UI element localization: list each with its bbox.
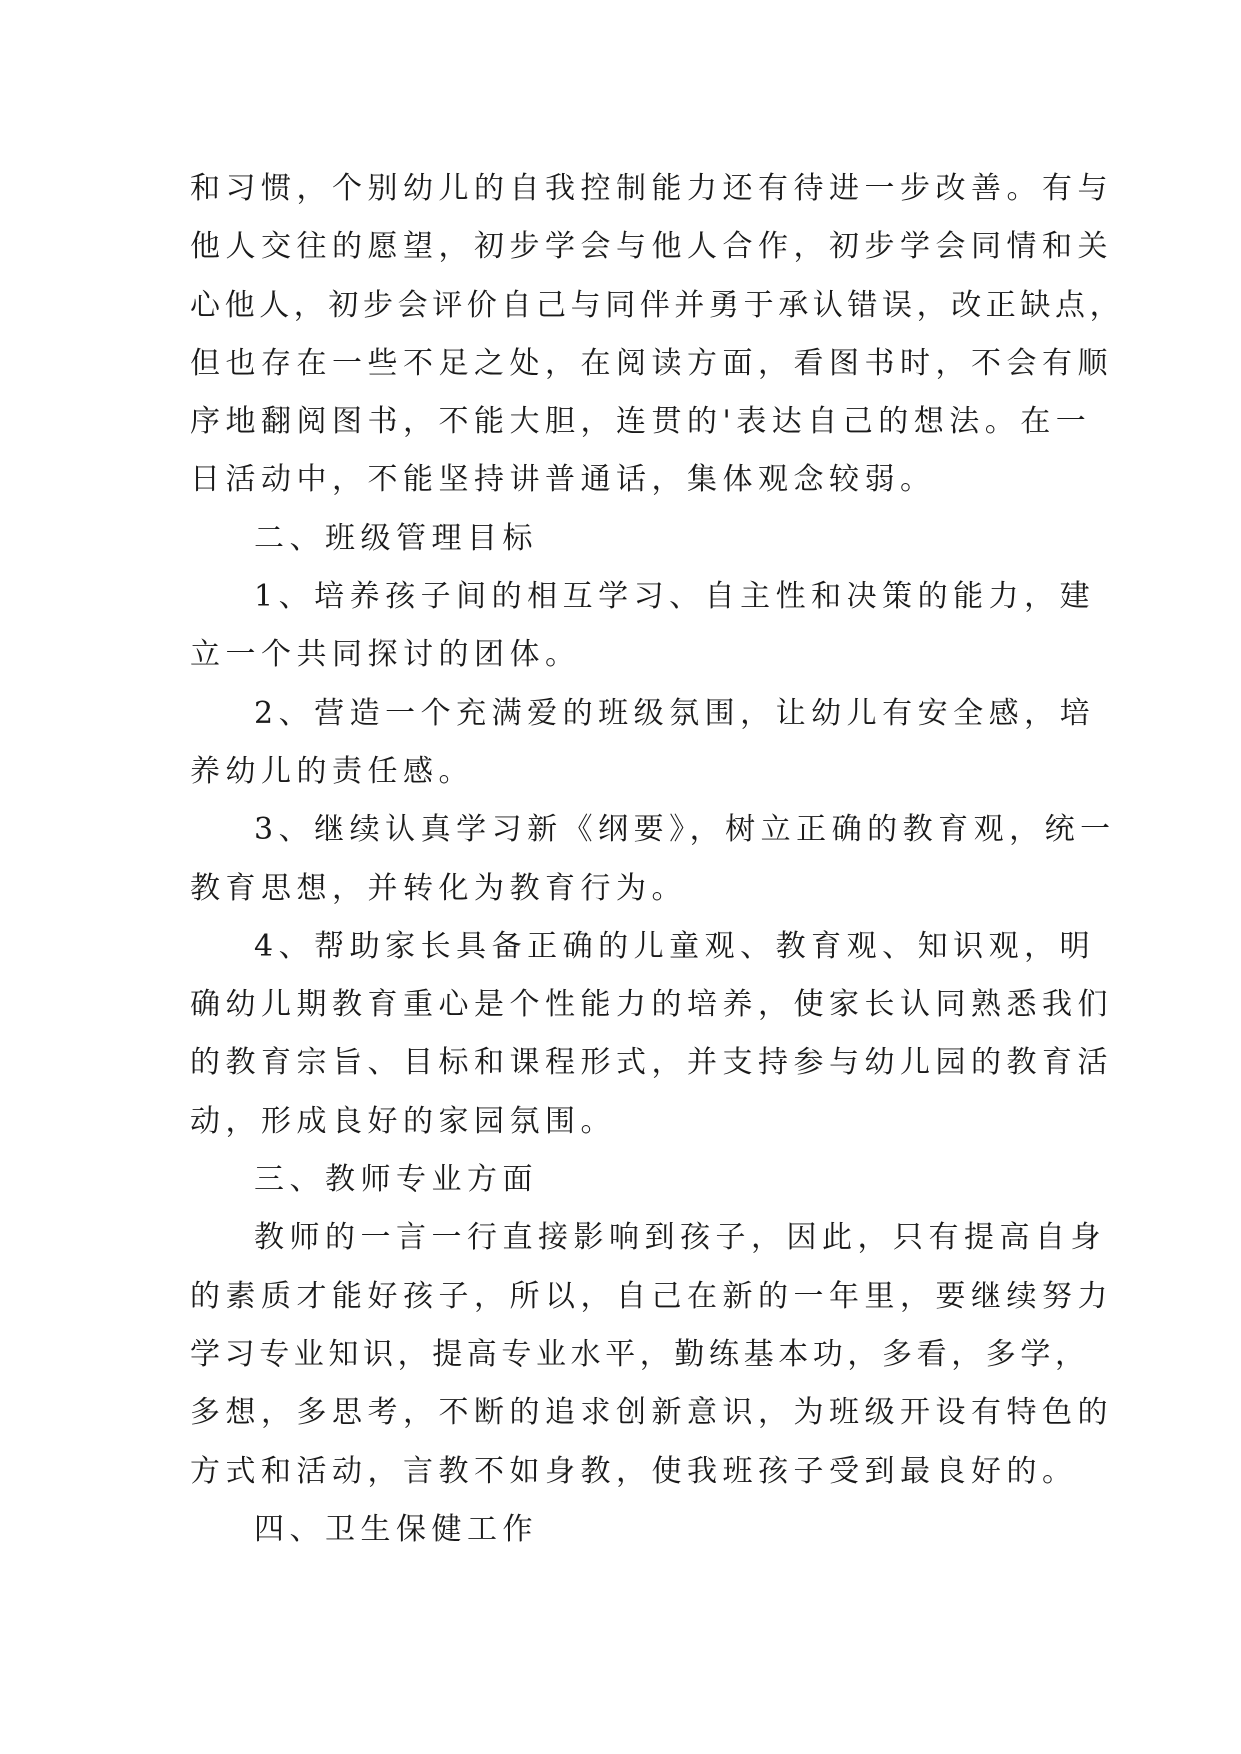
text-line: 教育思想，并转化为教育行为。 xyxy=(190,870,687,906)
document-page xyxy=(190,160,1125,1559)
text-line: 他人交往的愿望，初步学会与他人合作，初步学会同情和关 xyxy=(190,229,1113,265)
text-line: 方式和活动，言教不如身教，使我班孩子受到最良好的。 xyxy=(190,1453,1078,1489)
text-line: 多想，多思考，不断的追求创新意识，为班级开设有特色的 xyxy=(190,1395,1113,1431)
text-line: 的素质才能好孩子，所以，自己在新的一年里，要继续努力 xyxy=(190,1278,1113,1314)
text-line: 1、培养孩子间的相互学习、自主性和决策的能力，建 xyxy=(254,579,1096,615)
text-line: 教师的一言一行直接影响到孩子，因此，只有提高自身 xyxy=(254,1220,1106,1256)
text-line: 动，形成良好的家园氛围。 xyxy=(190,1103,616,1139)
text-line: 养幼儿的责任感。 xyxy=(190,753,474,789)
text-line: 2、营造一个充满爱的班级氛围，让幼儿有安全感，培 xyxy=(254,695,1096,731)
text-line: 日活动中，不能坚持讲普通话，集体观念较弱。 xyxy=(190,462,936,498)
text-line: 学习专业知识，提高专业水平，勤练基本功，多看，多学， xyxy=(190,1336,1090,1372)
text-line: 的教育宗旨、目标和课程形式，并支持参与幼儿园的教育活 xyxy=(190,1045,1113,1081)
text-line: 4、帮助家长具备正确的儿童观、教育观、知识观，明 xyxy=(254,928,1096,964)
section-heading: 二、班级管理目标 xyxy=(254,520,538,556)
text-line: 但也存在一些不足之处，在阅读方面，看图书时，不会有顺 xyxy=(190,345,1113,381)
text-line: 和习惯，个别幼儿的自我控制能力还有待进一步改善。有与 xyxy=(190,171,1113,206)
section-heading: 四、卫生保健工作 xyxy=(254,1511,538,1547)
section-heading: 三、教师专业方面 xyxy=(254,1162,538,1198)
text-line: 心他人，初步会评价自己与同伴并勇于承认错误，改正缺点， xyxy=(190,287,1125,323)
text-line: 立一个共同探讨的团体。 xyxy=(190,637,581,673)
text-line: 确幼儿期教育重心是个性能力的培养，使家长认同熟悉我们 xyxy=(190,987,1113,1023)
text-line: 3、继续认真学习新《纲要》，树立正确的教育观，统一 xyxy=(254,812,1116,848)
text-line: 序地翻阅图书，不能大胆，连贯的'表达自己的想法。在一 xyxy=(190,404,1092,440)
